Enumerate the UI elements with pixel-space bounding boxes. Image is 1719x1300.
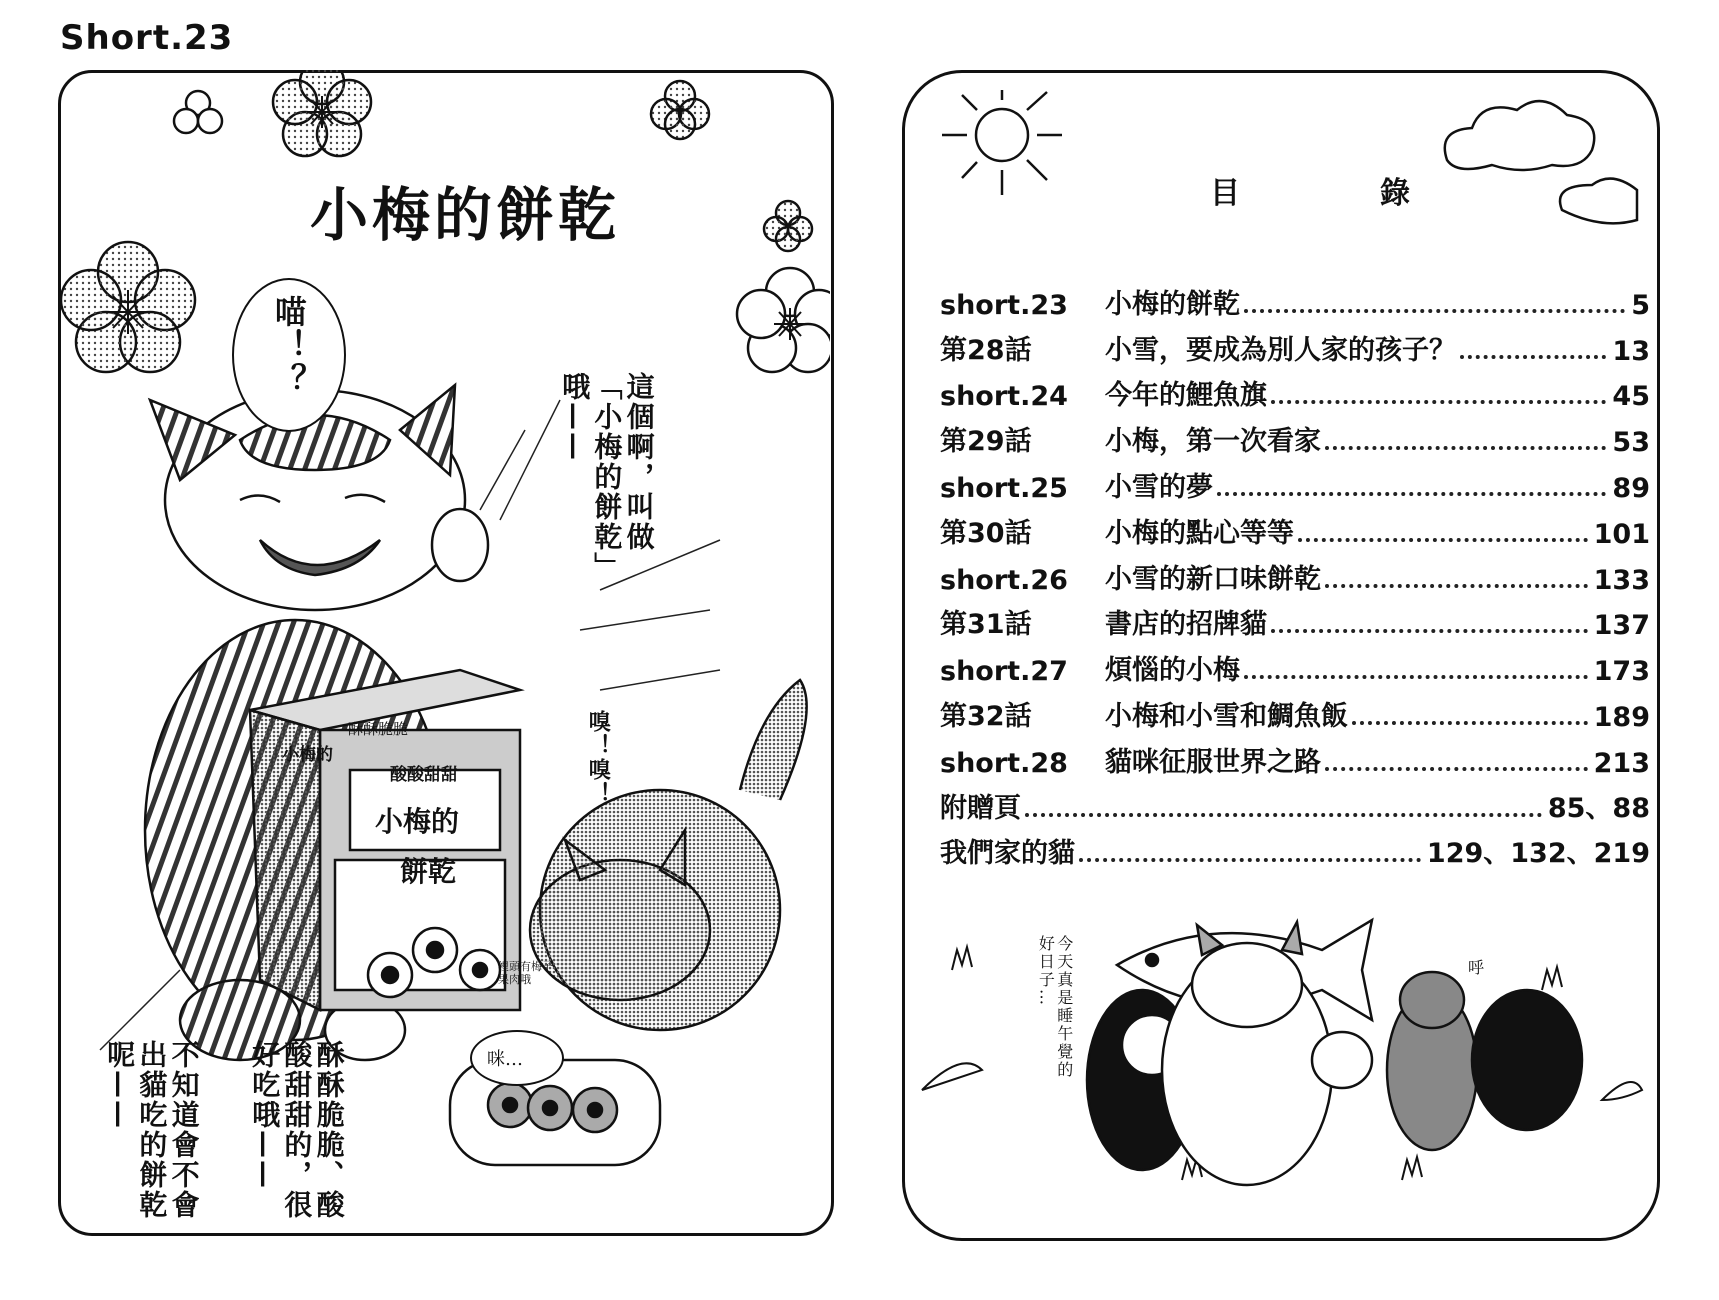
sniff-sfx: 嗅！嗅！: [585, 710, 612, 806]
sun-icon: [942, 90, 1062, 195]
toc-title: 貓咪征服世界之路: [1105, 746, 1321, 778]
box-side-label: 小梅的: [282, 745, 333, 765]
page-title: 小梅的餅乾: [310, 181, 621, 249]
toc-leader-dots: [1325, 767, 1588, 771]
box-name-line1: 小梅的: [375, 805, 460, 838]
toc-entry[interactable]: [940, 596, 1650, 642]
table-of-contents: [940, 275, 1650, 870]
toc-episode: short.23: [940, 289, 1068, 321]
toc-entry[interactable]: [940, 275, 1650, 321]
toc-episode: 第30話: [940, 517, 1032, 549]
plum-flower-icon: [737, 268, 830, 372]
toc-title: 我們家的貓: [940, 838, 1075, 870]
toc-entry[interactable]: [940, 412, 1650, 458]
toc-page: 89: [1612, 472, 1650, 504]
toc-page: 5: [1631, 289, 1650, 321]
toc-entry[interactable]: [940, 641, 1650, 687]
toc-entry[interactable]: [940, 458, 1650, 504]
toc-leader-dots: [1244, 309, 1625, 313]
box-name-line2: 餅乾: [400, 855, 457, 888]
toc-page: 13: [1612, 335, 1650, 367]
toc-episode: 第29話: [940, 426, 1032, 458]
toc-title: 小梅的點心等等: [1105, 517, 1294, 549]
toc-title: 小梅的餅乾: [1105, 288, 1240, 320]
taste-sfx: 咪…: [487, 1049, 523, 1070]
toc-leader-dots: [1244, 675, 1588, 679]
toc-title: 煩惱的小梅: [1105, 655, 1240, 687]
toc-entry[interactable]: [940, 779, 1650, 825]
toc-entry[interactable]: [940, 825, 1650, 871]
toc-leader-dots: [1325, 446, 1606, 450]
toc-episode: 第32話: [940, 700, 1032, 732]
toc-title: 小雪的新口味餅乾: [1105, 563, 1321, 595]
nap-caption: 今天真是睡午覺的好日子…: [1036, 935, 1074, 1079]
toc-heading-char-1: 目: [1210, 176, 1240, 211]
box-note: 裡頭有梅子果肉哦: [498, 960, 553, 987]
box-label-sub: 酸酸甜甜: [390, 765, 458, 785]
toc-page: 213: [1593, 747, 1650, 779]
toc-leader-dots: [1271, 400, 1606, 404]
toc-page: 173: [1593, 656, 1650, 688]
caption-cat-cookie: 不知道會不會出貓吃的餅乾呢——: [103, 1040, 201, 1220]
gray-cat-illustration: [530, 680, 807, 1030]
toc-title: 小梅，第一次看家: [1105, 426, 1321, 458]
speech-meow-text: 喵！？: [269, 295, 308, 397]
small-flower-icon: [174, 91, 222, 133]
toc-leader-dots: [1298, 538, 1588, 542]
toc-leader-dots: [1025, 813, 1542, 817]
toc-page: 45: [1612, 381, 1650, 413]
toc-leader-dots: [1271, 629, 1588, 633]
toc-episode: short.26: [940, 564, 1068, 596]
toc-entry[interactable]: [940, 504, 1650, 550]
toc-heading: [1210, 168, 1410, 212]
toc-leader-dots: [1325, 584, 1588, 588]
toc-title: 小梅和小雪和鯛魚飯: [1105, 700, 1348, 732]
toc-title: 小雪的夢: [1105, 471, 1213, 503]
toc-page: 129、132、219: [1426, 838, 1650, 870]
toc-episode: 第28話: [940, 334, 1032, 366]
toc-title: 書店的招牌貓: [1105, 609, 1267, 641]
toc-leader-dots: [1079, 858, 1421, 862]
toc-episode: 第31話: [940, 609, 1032, 641]
plum-flower-icon: [273, 70, 371, 156]
plum-flower-icon: [61, 242, 195, 372]
caption-cookie-name: 這個啊，叫做「小梅的餅乾」哦——: [558, 372, 656, 568]
toc-title: 小雪，要成為別人家的孩子？: [1105, 334, 1456, 366]
toc-leader-dots: [1460, 355, 1606, 359]
caption-taste: 酥酥脆脆、酸酸甜甜的，很好吃哦——: [248, 1040, 346, 1220]
chapter-label: Short.23: [60, 18, 234, 58]
toc-episode: short.27: [940, 656, 1068, 688]
toc-entry[interactable]: [940, 687, 1650, 733]
toc-title: 附贈頁: [940, 792, 1021, 824]
toc-page: 101: [1593, 518, 1650, 550]
toc-heading-char-2: 錄: [1380, 176, 1410, 211]
toc-entry[interactable]: [940, 321, 1650, 367]
snore-sfx: 呼: [1468, 958, 1485, 977]
toc-leader-dots: [1217, 492, 1606, 496]
toc-episode: short.25: [940, 472, 1068, 504]
toc-entry[interactable]: [940, 367, 1650, 413]
toc-leader-dots: [1352, 721, 1588, 725]
toc-page: 189: [1593, 701, 1650, 733]
toc-page: 133: [1593, 564, 1650, 596]
toc-entry[interactable]: [940, 550, 1650, 596]
toc-page: 53: [1612, 427, 1650, 459]
toc-episode: short.28: [940, 747, 1068, 779]
toc-episode: short.24: [940, 381, 1068, 413]
toc-title: 今年的鯉魚旗: [1105, 380, 1267, 412]
box-label-top: 酥酥脆脆: [348, 720, 409, 738]
toc-page: 85、88: [1547, 792, 1650, 824]
cloud-icon: [1445, 101, 1637, 223]
toc-entry[interactable]: [940, 733, 1650, 779]
toc-page: 137: [1593, 610, 1650, 642]
small-flower-icon: [764, 201, 812, 251]
small-flower-icon: [651, 81, 709, 139]
